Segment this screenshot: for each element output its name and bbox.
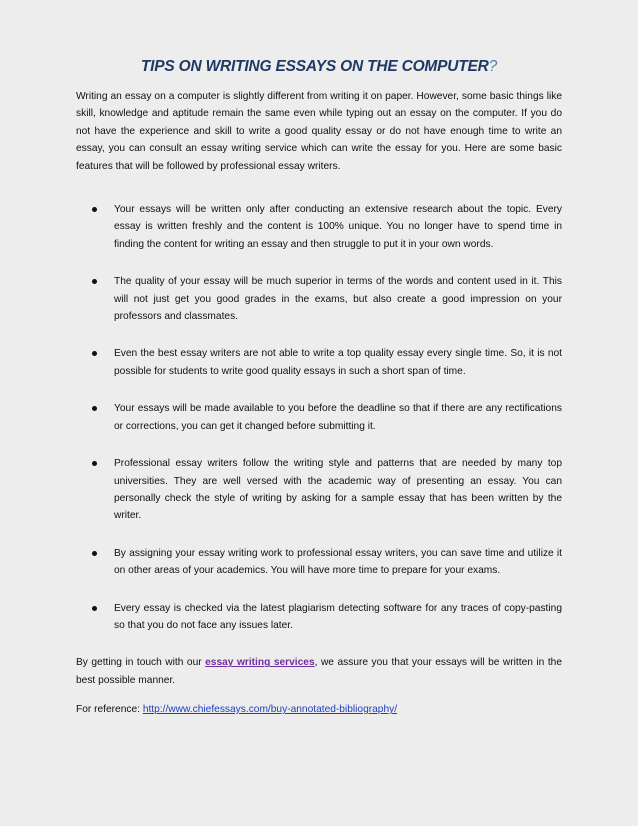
bullet-icon — [92, 551, 97, 556]
list-item-text: Every essay is checked via the latest plagiarism detecting software for any traces of copy-pasting so that you do not face any issues later. — [114, 602, 562, 631]
bullet-icon — [92, 279, 97, 284]
title-text: TIPS ON WRITING ESSAYS ON THE COMPUTER — [140, 58, 489, 75]
bullet-icon — [92, 351, 97, 356]
reference-link[interactable]: http://www.chiefessays.com/buy-annotated-bibliography/ — [142, 704, 398, 716]
closing-text-before: By getting in touch with our — [76, 657, 206, 669]
reference-label: For reference: — [76, 704, 143, 716]
bullet-icon — [92, 207, 97, 212]
reference-paragraph — [76, 701, 562, 718]
list-item — [76, 345, 562, 380]
closing-text-after: , we assure you that your essays will be written in the best possible manner. — [76, 657, 562, 686]
list-item-text: Your essays will be made available to you before the deadline so that if there are any rectifications or corrections, you can get it changed before submitting it. — [114, 403, 562, 432]
feature-list — [76, 201, 562, 634]
title-question-mark: ? — [488, 58, 498, 75]
list-item-text: Your essays will be written only after conducting an extensive research about the topic. Every essay is written freshly and the content is 100% unique. You no longer have to spend time in finding the content for writing an essay and then struggle to put it in your own words. — [114, 204, 562, 250]
intro-paragraph: Writing an essay on a computer is slightly different from writing it on paper. However, some basic things like skill, knowledge and aptitude remain the same even while typing out an essay on the computer. If you do not have the experience and skill to write a good quality essay or do not have enough time to write an essay, you can consult an essay writing service which can write the essay for you. Here are some basic features that will be followed by professional essay writers. — [76, 91, 562, 172]
essay-writing-services-link[interactable]: essay writing services — [205, 657, 315, 669]
list-item — [76, 455, 562, 525]
list-item-text: Even the best essay writers are not able to write a top quality essay every single time. So, it is not possible for students to write good quality essays in such a short span of time. — [114, 348, 562, 377]
list-item — [76, 600, 562, 635]
list-item — [76, 400, 562, 435]
closing-paragraph — [76, 654, 562, 689]
bullet-icon — [92, 606, 97, 611]
page-title — [76, 0, 562, 76]
bullet-icon — [92, 461, 97, 466]
list-item-text: The quality of your essay will be much superior in terms of the words and content used in it. This will not just get you good grades in the exams, but also create a good impression on your professors and classmates. — [114, 276, 562, 323]
bullet-icon — [92, 406, 97, 411]
list-item — [76, 201, 562, 253]
list-item-text: By assigning your essay writing work to professional essay writers, you can save time and utilize it on other areas of your academics. You will have more time to prepare for your exams. — [114, 547, 562, 577]
list-item — [76, 545, 562, 580]
list-item — [76, 273, 562, 325]
list-item-text: Professional essay writers follow the writing style and patterns that are needed by many top universities. They are well versed with the academic way of presenting an essay. You can personally check the style of writing by asking for a sample essay that has been written by the writer. — [114, 458, 562, 522]
